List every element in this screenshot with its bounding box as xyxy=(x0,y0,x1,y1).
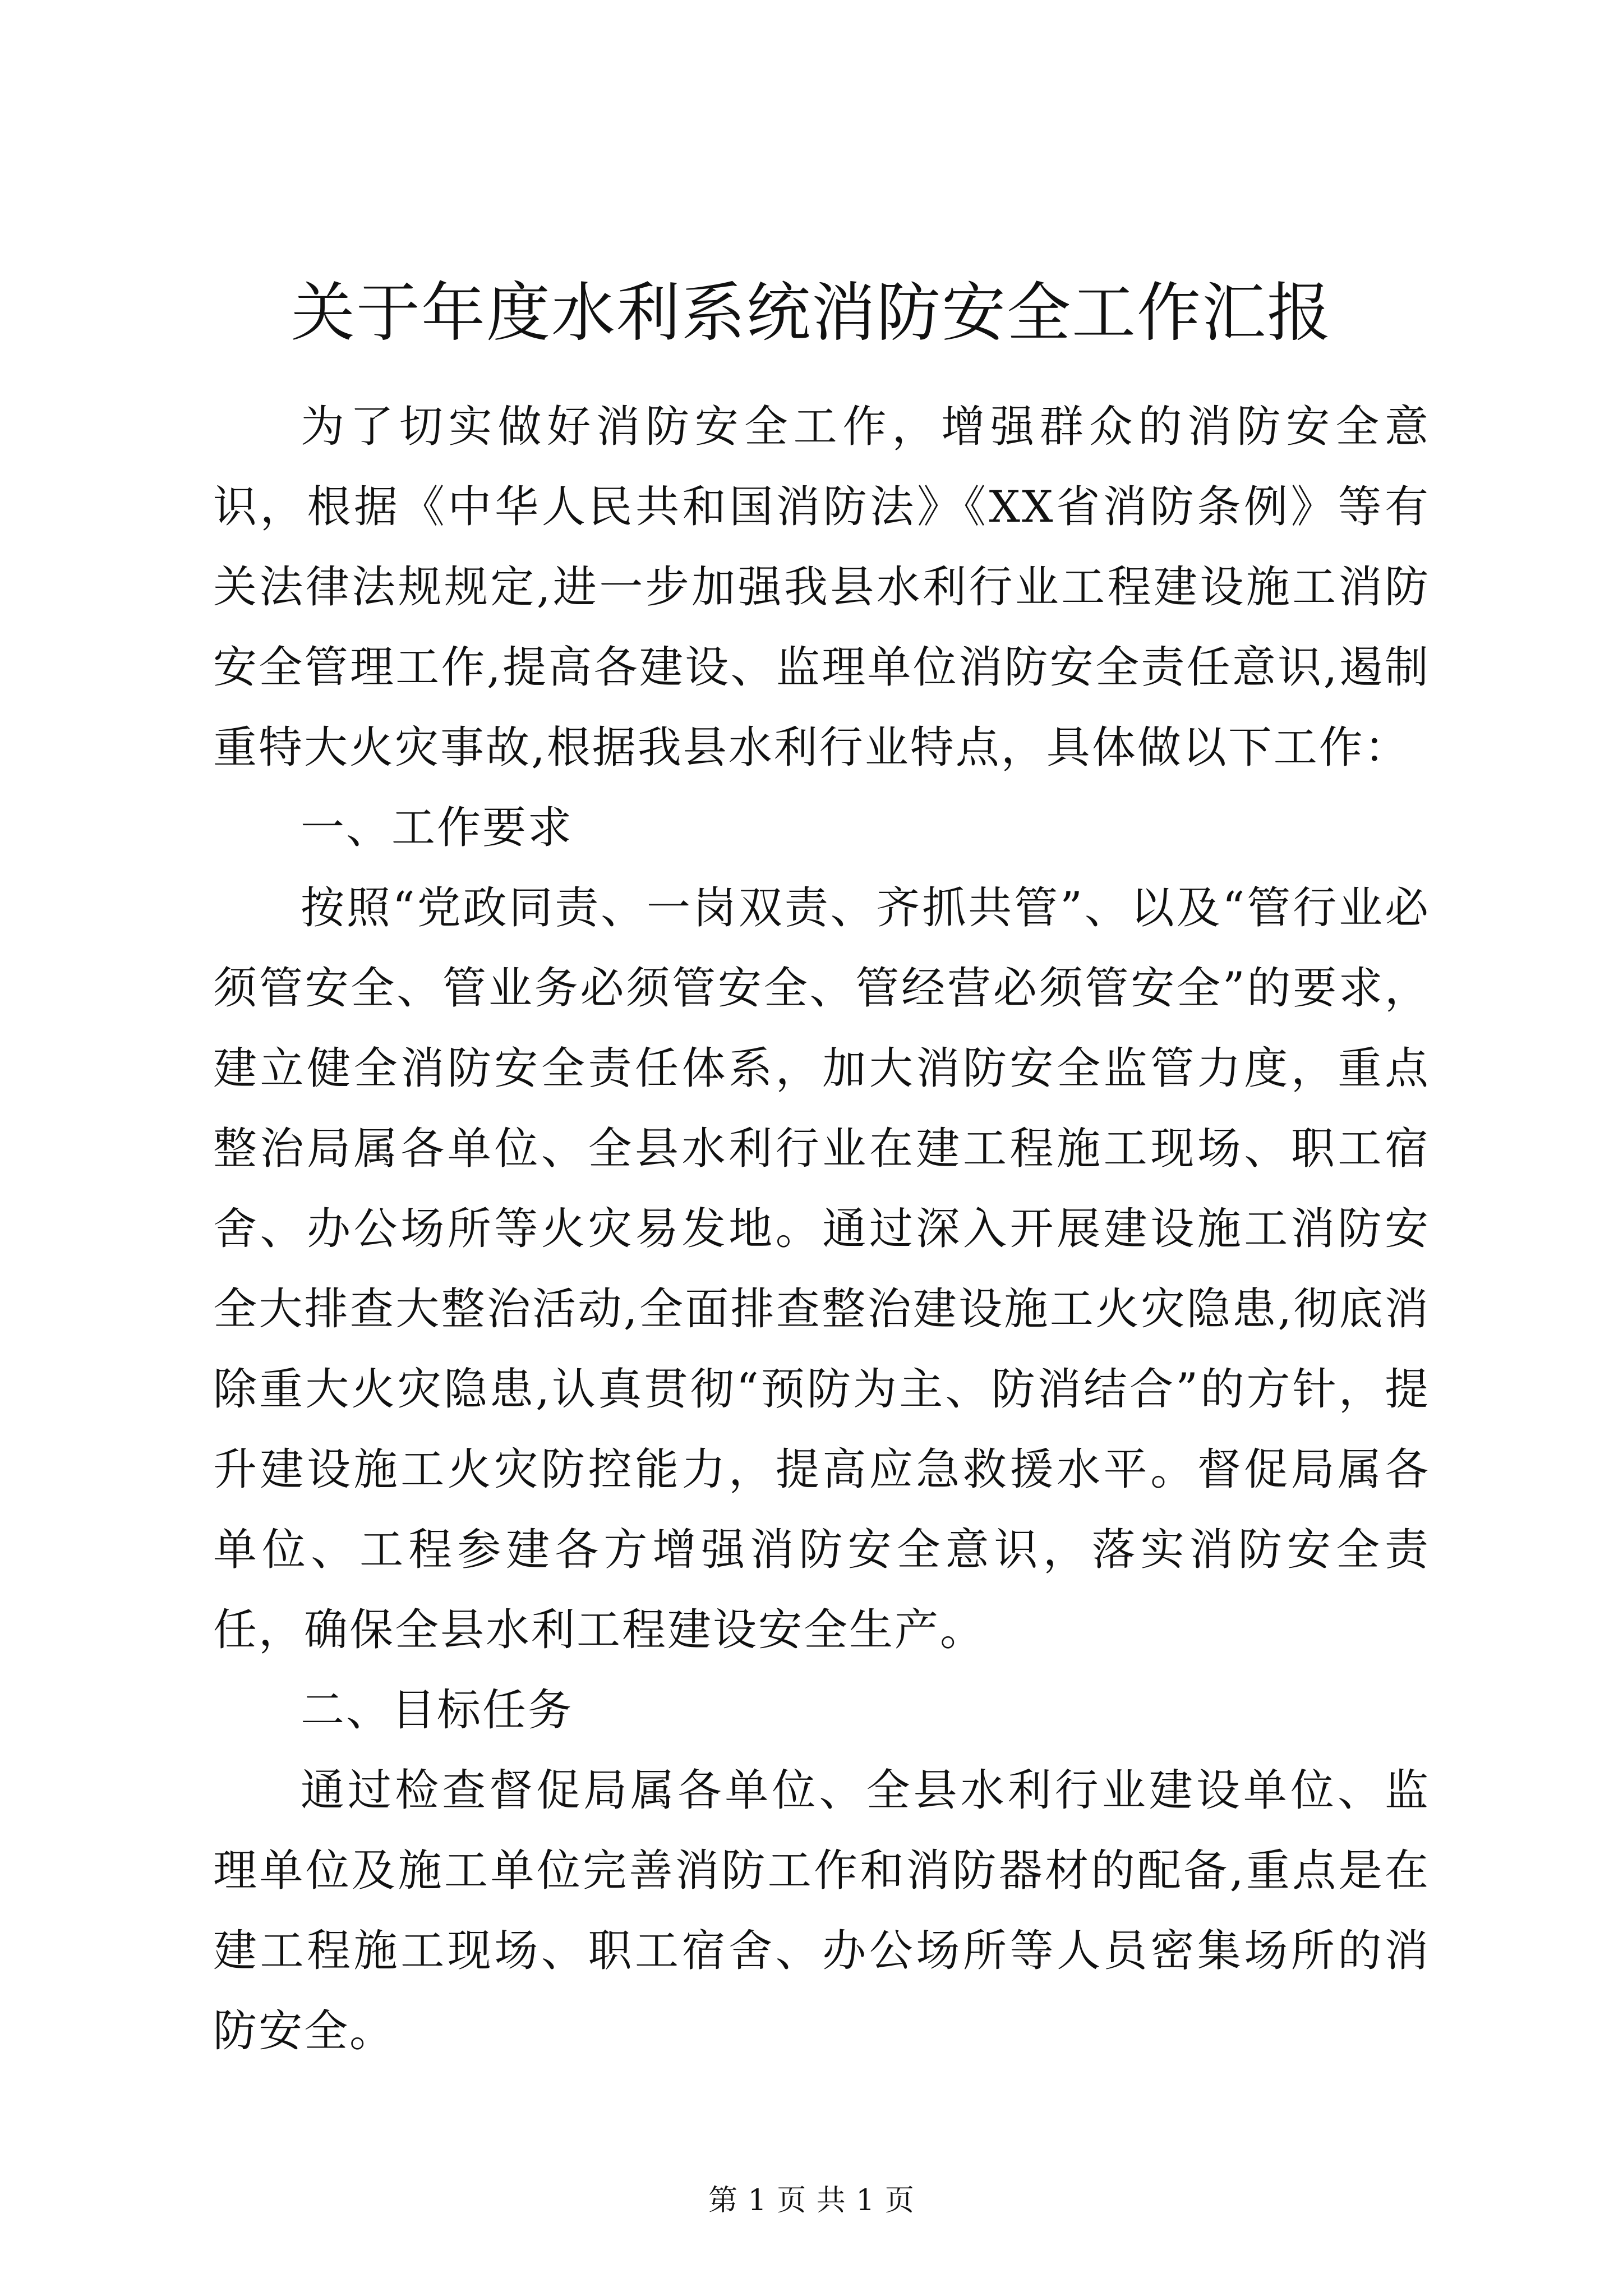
page-footer: 第 1 页 共 1 页 xyxy=(708,2184,915,2217)
section-heading-goals-tasks: 二、目标任务 xyxy=(301,1685,574,1736)
goals-tasks-paragraph: 通过检查督促局属各单位、全县水利行业建设单位、监理单位及施工单位完善消防工作和消防器材的配备,重点是在建工程施工现场、职工宿舍、办公场所等人员密集场所的消防安全。 xyxy=(213,1765,1430,2056)
intro-paragraph: 为了切实做好消防安全工作，增强群众的消防安全意识，根据《中华人民共和国消防法》《XX省消防条例》等有关法律法规规定,进一步加强我县水利行业工程建设施工消防安全管理工作,提高各建设、监理单位消防安全责任意识,遏制重特大火灾事故,根据我县水利行业特点，具体做以下工作： xyxy=(213,402,1430,773)
document-body xyxy=(213,387,1430,2072)
section-heading-work-requirements: 一、工作要求 xyxy=(301,803,574,853)
document-title: 关于年度水利系统消防安全工作汇报 xyxy=(291,275,1332,350)
work-requirements-paragraph: 按照“党政同责、一岗双责、齐抓共管”、以及“管行业必须管安全、管业务必须管安全、管经营必须管安全”的要求，建立健全消防安全责任体系，加大消防安全监管力度，重点整治局属各单位、全县水利行业在建工程施工现场、职工宿舍、办公场所等火灾易发地。通过深入开展建设施工消防安全大排查大整治活动,全面排查整治建设施工火灾隐患,彻底消除重大火灾隐患,认真贯彻“预防为主、防消结合”的方针，提升建设施工火灾防控能力，提高应急救援水平。督促局属各单位、工程参建各方增强消防安全意识，落实消防安全责任，确保全县水利工程建设安全生产。 xyxy=(213,883,1430,1655)
